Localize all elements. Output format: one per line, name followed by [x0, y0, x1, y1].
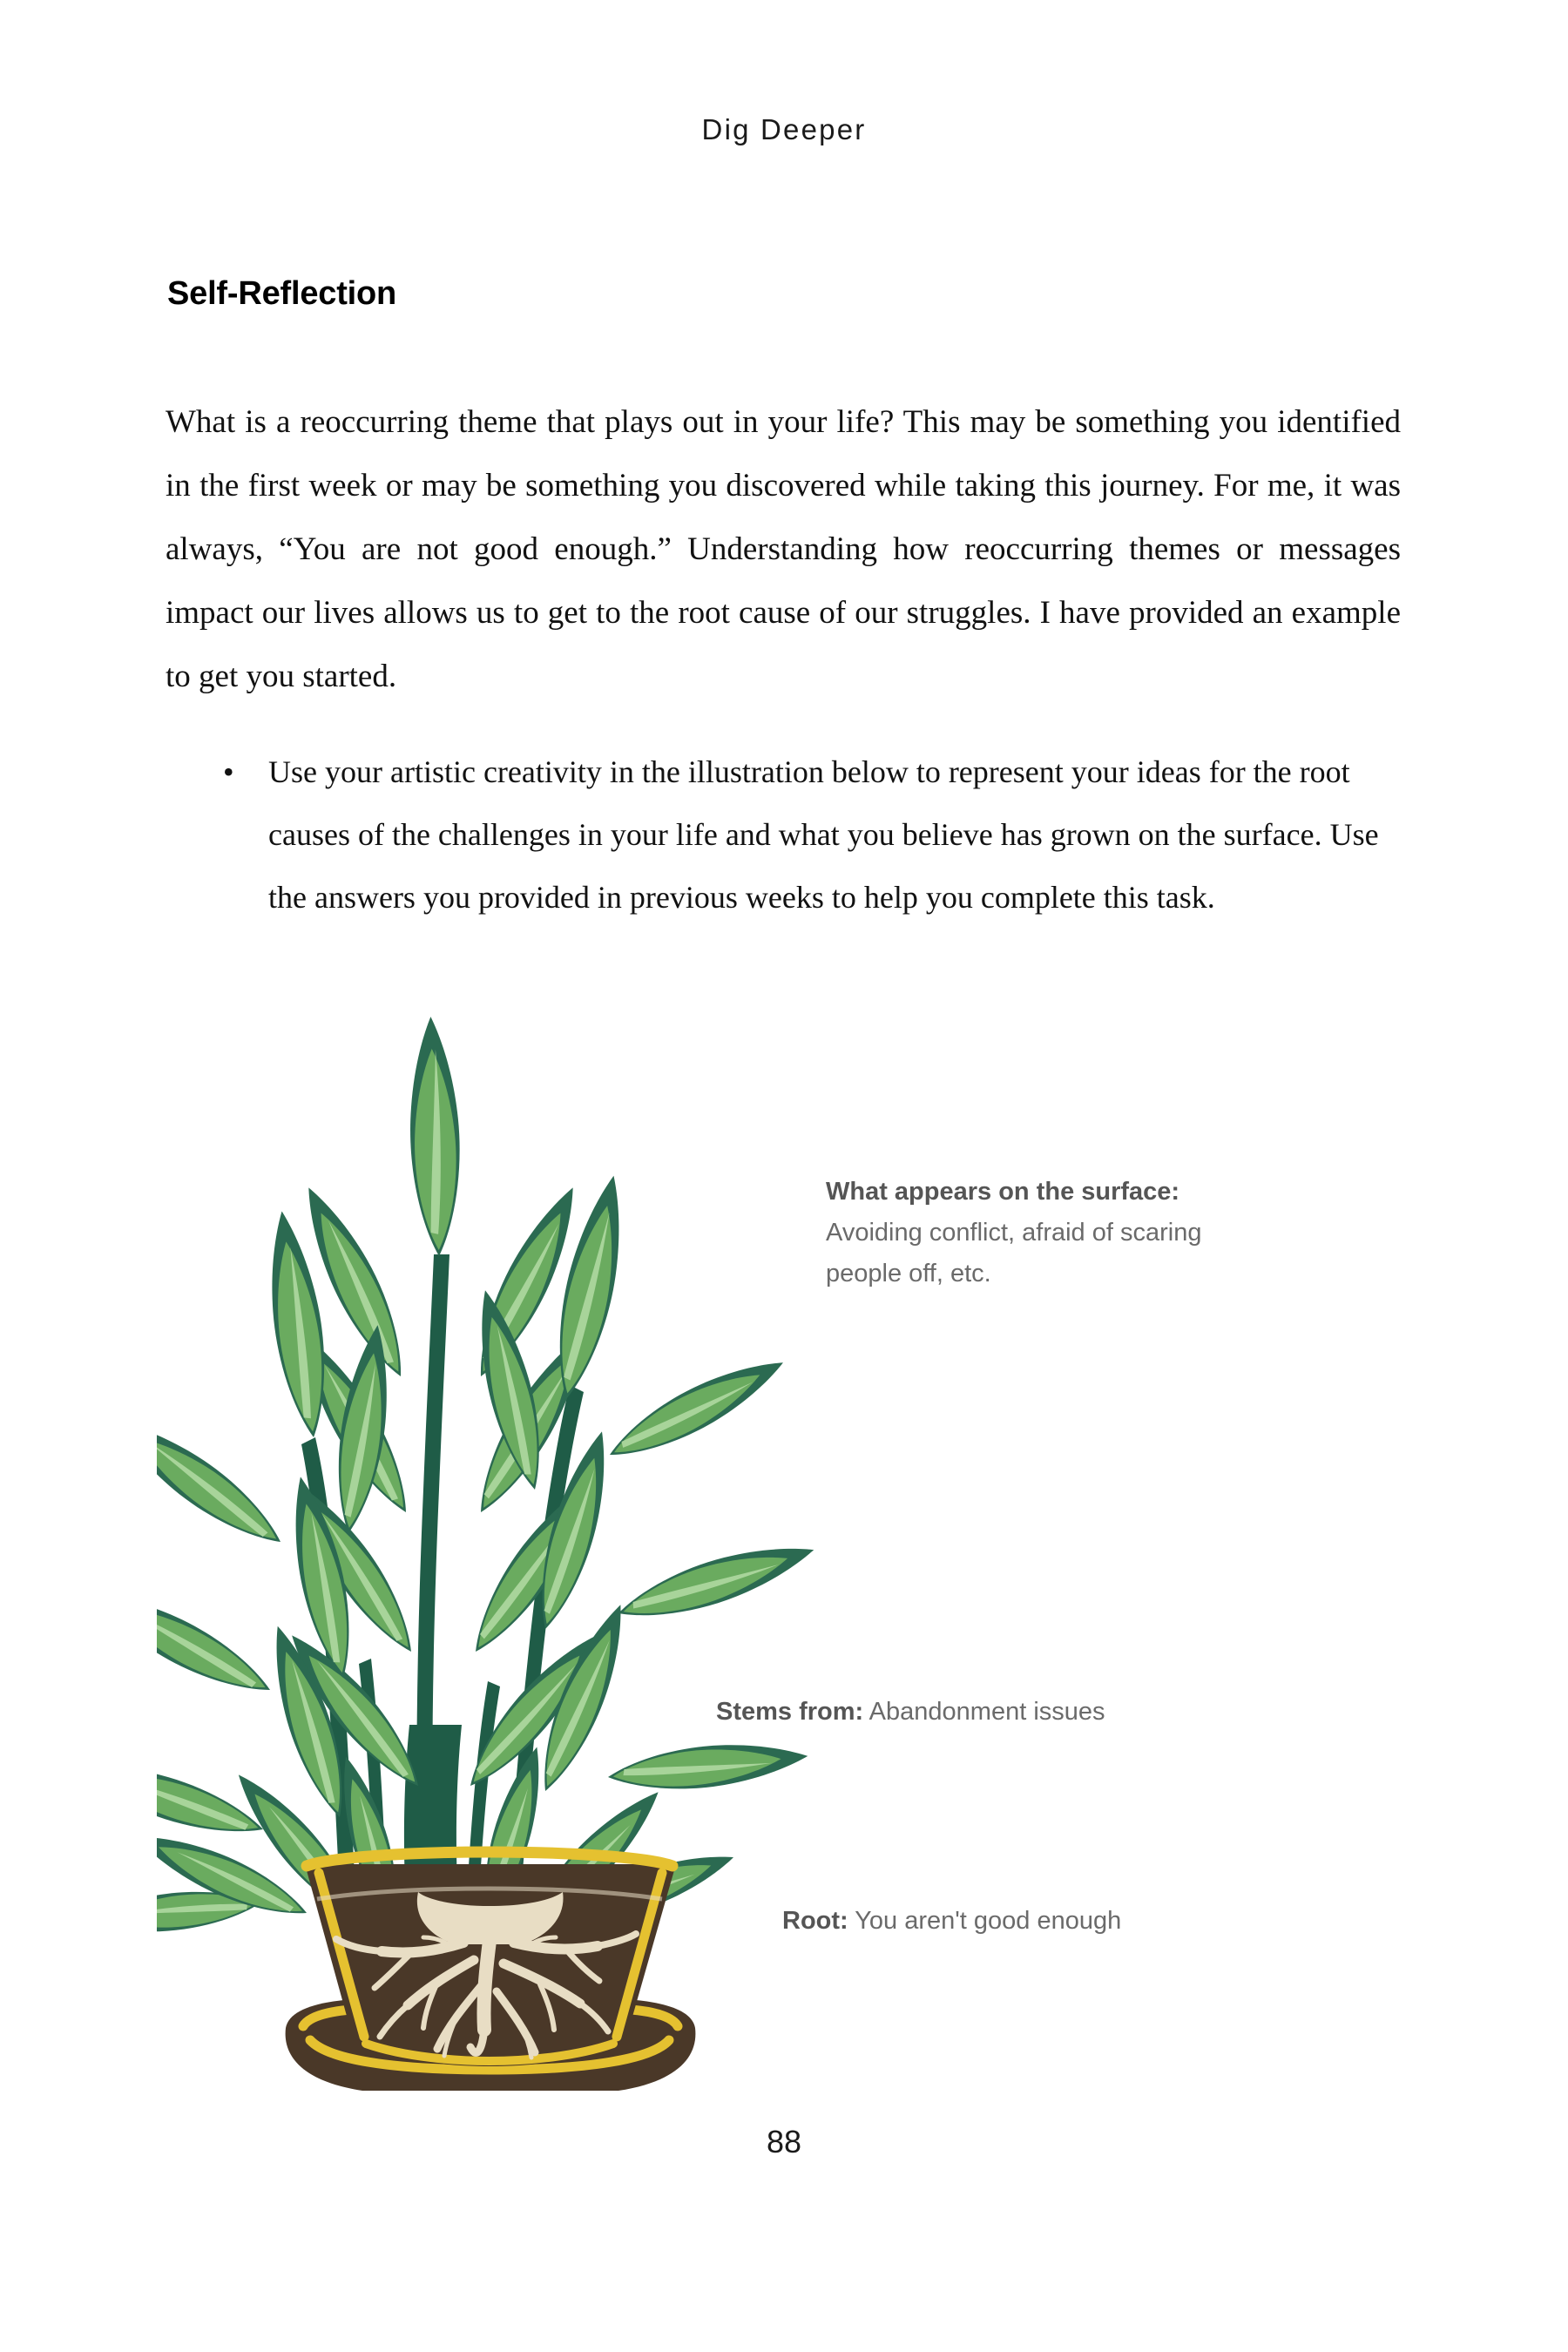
- annotation-root: [782, 1901, 1148, 1942]
- body-paragraph: What is a reoccurring theme that plays out in your life? This may be something you identified in the first week or may be something you discovered while taking this journey. For me, it was always, “You are not good enough.” Understanding how reoccurring themes or messages impact our lives allows us to get to the root cause of our struggles. I have provided an example to get you started.: [166, 404, 1401, 694]
- bullet-icon: •: [223, 754, 234, 789]
- annotation-stems-label: Stems from:: [716, 1698, 864, 1726]
- annotation-stems: [716, 1692, 1239, 1733]
- plant-svg: [157, 967, 819, 2117]
- annotation-stems-value: Abandonment issues: [868, 1698, 1105, 1726]
- annotation-surface: [826, 1172, 1279, 1294]
- running-head: Dig Deeper: [701, 113, 867, 145]
- annotation-surface-value: Avoiding conflict, afraid of scaring people off, etc.: [826, 1219, 1202, 1288]
- annotation-root-value: You aren't good enough: [855, 1907, 1122, 1935]
- plant-foliage: [157, 1016, 819, 1940]
- list-item: [216, 740, 1401, 929]
- page-title: Self-Reflection: [167, 275, 397, 312]
- page-number: 88: [766, 2124, 802, 2159]
- annotation-surface-label: What appears on the surface:: [826, 1178, 1180, 1206]
- flower-pot: [286, 1852, 696, 2091]
- annotation-root-label: Root:: [782, 1907, 848, 1935]
- list-item-label: Use your artistic creativity in the illustration below to represent your ideas for the root causes of the challenges in your life and what you believe has grown on the surface. Use the answers you provided in previous weeks to help you complete this task.: [268, 754, 1379, 915]
- potted-plant-illustration: [157, 967, 819, 2117]
- instruction-list: [216, 740, 1401, 929]
